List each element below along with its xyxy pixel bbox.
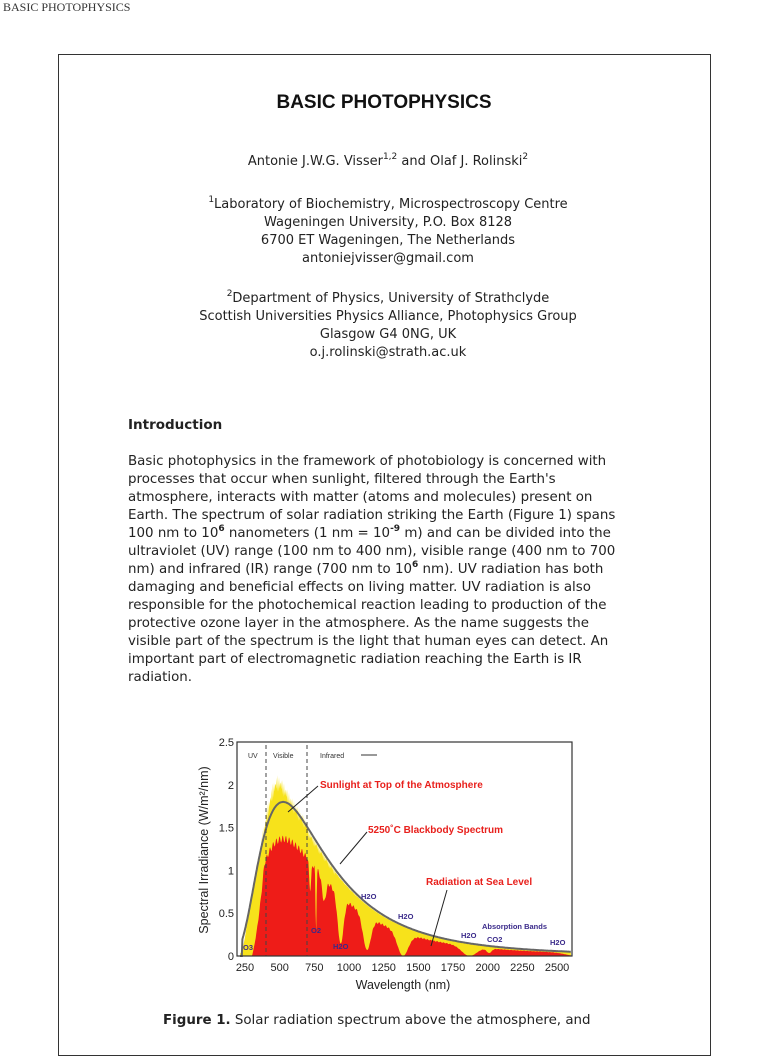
x-tick-label: 500: [270, 962, 289, 974]
affiliation-2-line: [0, 290, 768, 308]
running-header: BASIC PHOTOPHYSICS: [3, 0, 131, 14]
affiliation-1-line: [0, 196, 768, 214]
molecule-co2: CO2: [487, 935, 503, 944]
page-title: BASIC PHOTOPHYSICS: [276, 92, 492, 113]
molecule-h2o: H2O: [361, 892, 377, 901]
y-tick-label: 0: [227, 951, 234, 963]
para-line: Basic photophysics in the framework of photobiology is concerned with: [128, 454, 607, 469]
x-tick-label: 2250: [510, 962, 535, 974]
molecule-o2: O2: [311, 926, 322, 935]
exponent: -9: [390, 524, 401, 534]
x-tick-label: 1500: [406, 962, 431, 974]
label-absorption-bands: Absorption Bands: [482, 922, 547, 931]
para-line: ultraviolet (UV) range (100 nm to 400 nm), visible range (400 nm to 700: [128, 544, 616, 559]
para-line: [128, 561, 615, 579]
pointer-arrow: [288, 786, 318, 812]
x-tick-label: 250: [235, 962, 255, 974]
exponent: 6: [412, 560, 419, 570]
authors: [0, 153, 768, 171]
pointer-arrow: [340, 832, 367, 864]
molecule-h2o: H2O: [550, 938, 566, 947]
para-line: responsible for the photochemical reaction leading to production of the: [128, 598, 607, 613]
para-line: [128, 525, 615, 543]
x-tick-label: 1750: [440, 962, 466, 974]
region-infrared: Infrared: [320, 753, 345, 760]
molecule-h2o: H2O: [461, 931, 477, 940]
label-blackbody: 5250˚C Blackbody Spectrum: [368, 825, 504, 836]
affiliation-2-email: o.j.rolinski@strath.ac.uk: [309, 345, 467, 360]
para-line: atmosphere, interacts with matter (atoms and molecules) present on: [128, 490, 593, 505]
affiliation-1-email: antoniejvisser@gmail.com: [302, 251, 474, 266]
affil-sup: 1: [208, 195, 215, 205]
author-1: Antonie J.W.G. Visser: [247, 154, 383, 169]
para-line: visible part of the spectrum is the light that human eyes can detect. An: [128, 634, 609, 649]
para-line: damaging and beneficial effects on living matter. UV radiation is also: [128, 580, 591, 595]
affil-sup: 2: [226, 289, 233, 299]
affiliation-1-line: Wageningen University, P.O. Box 8128: [263, 215, 513, 230]
label-sea-level: Radiation at Sea Level: [426, 877, 533, 888]
affil-text: Laboratory of Biochemistry, Microspectroscopy Centre: [214, 197, 568, 212]
affiliation-1-line: 6700 ET Wageningen, The Netherlands: [260, 233, 516, 248]
figure-caption: [163, 1013, 591, 1028]
text: nm). UV radiation has both: [418, 562, 604, 577]
molecule-o3: O3: [243, 943, 254, 952]
para-line: important part of electromagnetic radiation reaching the Earth is IR: [128, 652, 582, 667]
x-tick-label: 2000: [475, 962, 500, 974]
text: nm) and infrared (IR) range (700 nm to 10: [128, 562, 413, 577]
caption-label: Figure 1.: [163, 1013, 231, 1028]
text: 100 nm to 10: [128, 526, 219, 541]
caption-text: Solar radiation spectrum above the atmosphere, and: [230, 1013, 591, 1028]
affil-text: Department of Physics, University of Strathclyde: [232, 291, 550, 306]
region-visible: Visible: [273, 753, 294, 760]
affiliation-2-line: Scottish Universities Physics Alliance, Photophysics Group: [199, 309, 577, 324]
text: m) and can be divided into the: [400, 526, 611, 541]
x-tick-label: 1000: [336, 962, 362, 974]
y-tick-label: 0.5: [218, 908, 234, 921]
para-line: protective ozone layer in the atmosphere. As the name suggests the: [128, 616, 589, 631]
x-axis-label: Wavelength (nm): [355, 978, 451, 992]
exponent: 6: [218, 524, 225, 534]
region-uv: UV: [248, 753, 258, 760]
label-top-of-atmosphere: Sunlight at Top of the Atmosphere: [320, 780, 483, 791]
para-line: processes that occur when sunlight, filtered through the Earth's: [128, 472, 556, 487]
section-heading: Introduction: [128, 417, 223, 433]
x-tick-label: 1250: [371, 962, 396, 974]
intro-paragraph: [128, 453, 615, 687]
x-tick-label: 2500: [544, 962, 570, 974]
y-axis-label: Spectral Irradiance (W/m²/nm): [197, 766, 211, 934]
text: nanometers (1 nm = 10: [224, 526, 391, 541]
affiliation-2-line: Glasgow G4 0NG, UK: [319, 327, 457, 342]
y-tick-label: 2.5: [218, 737, 234, 749]
para-line: Earth. The spectrum of solar radiation striking the Earth (Figure 1) spans: [128, 508, 616, 523]
para-line: radiation.: [128, 670, 193, 685]
author-2: and Olaf J. Rolinski: [397, 154, 523, 169]
solar-spectrum-figure: [190, 730, 590, 1000]
y-tick-label: 2: [227, 779, 234, 792]
author-1-sup: 1,2: [382, 152, 398, 162]
author-2-sup: 2: [522, 152, 529, 162]
molecule-h2o: H2O: [333, 942, 349, 951]
y-tick-label: 1: [227, 865, 234, 878]
x-tick-label: 750: [305, 962, 324, 974]
molecule-h2o: H2O: [398, 912, 414, 921]
y-tick-label: 1.5: [218, 822, 234, 835]
